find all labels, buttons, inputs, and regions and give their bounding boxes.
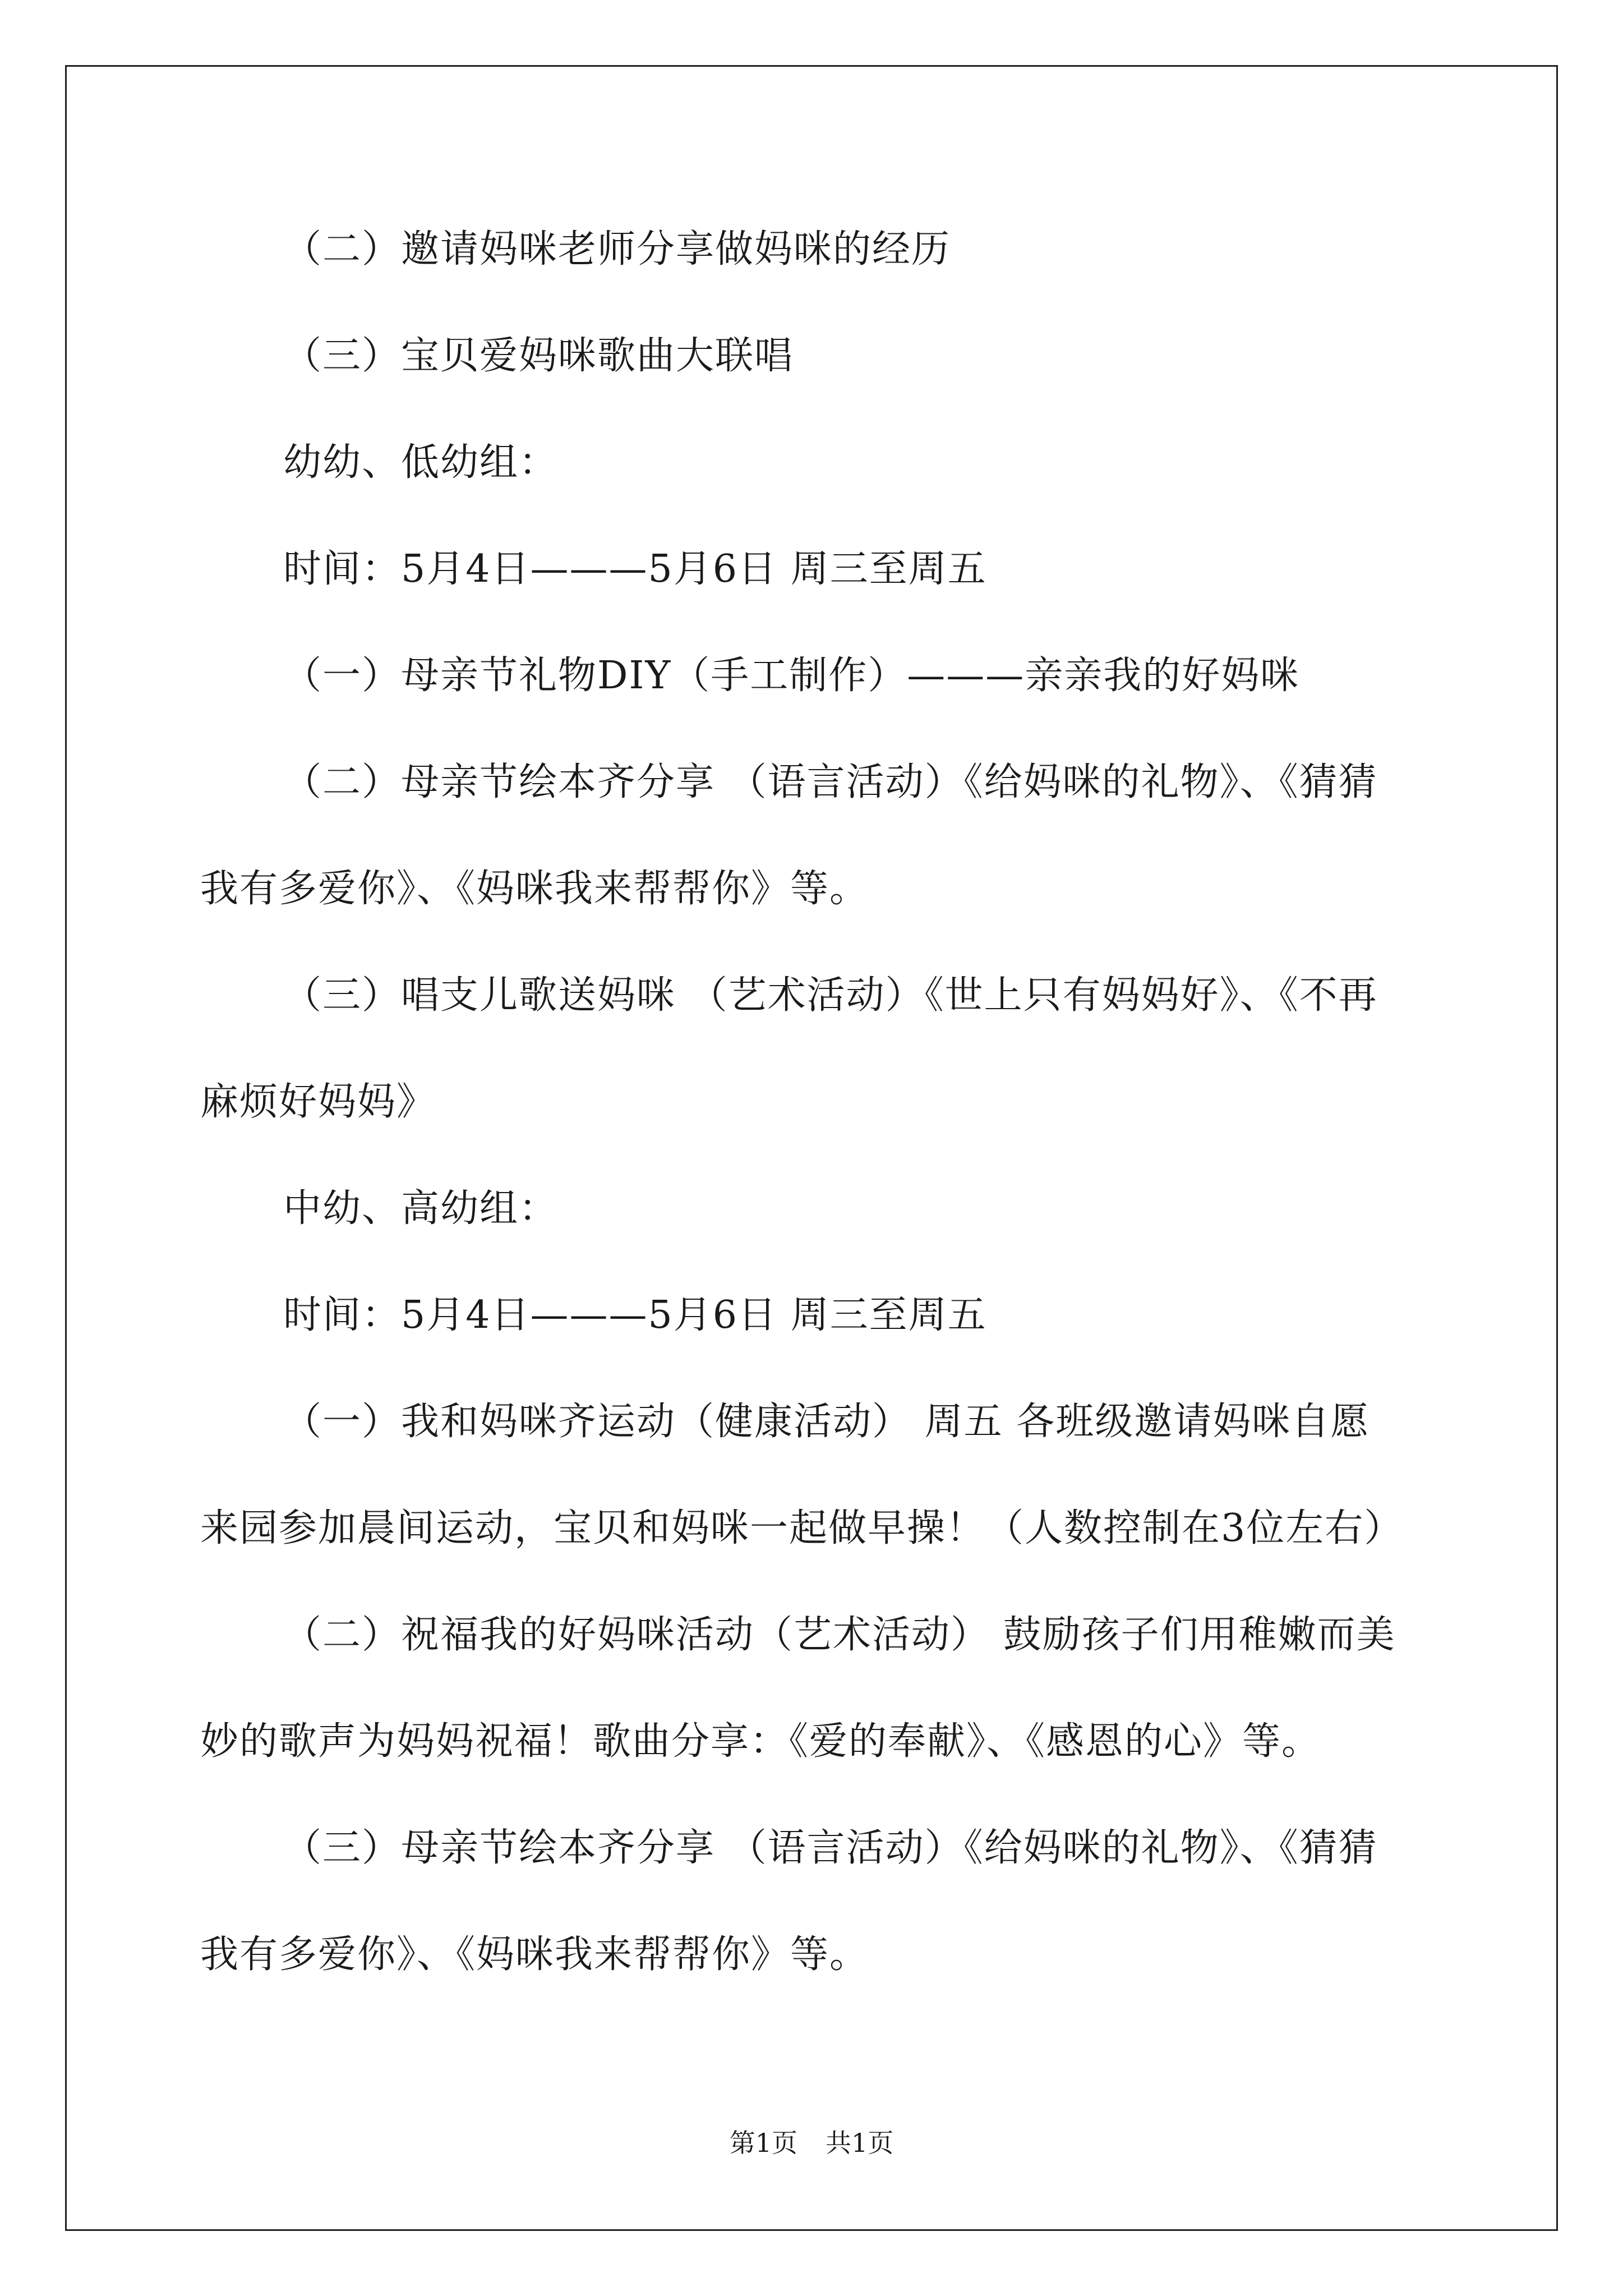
page-border [65, 65, 1558, 2231]
page-total: 共1页 [826, 2128, 894, 2158]
schedule-line: 时间：5月4日———5月6日 周三至周五 [283, 547, 987, 591]
page-footer [0, 2126, 1623, 2160]
page-number: 第1页 [729, 2128, 797, 2158]
paragraph-line: 我有多爱你》、《妈咪我来帮帮你》等。 [200, 1932, 869, 1977]
paragraph-line: （三）宝贝爱妈咪歌曲大联唱 [283, 334, 794, 378]
schedule-line: 时间：5月4日———5月6日 周三至周五 [283, 1293, 987, 1337]
paragraph-line: （二）祝福我的好妈咪活动（艺术活动） 鼓励孩子们用稚嫩而美 [283, 1613, 1396, 1657]
paragraph-line: （二）邀请妈咪老师分享做妈咪的经历 [283, 227, 951, 272]
paragraph-line: （三）母亲节绘本齐分享 （语言活动）《给妈咪的礼物》、《猜猜 [283, 1826, 1378, 1870]
paragraph-line: 妙的歌声为妈妈祝福！歌曲分享：《爱的奉献》、《感恩的心》等。 [200, 1719, 1321, 1764]
section-heading: 幼幼、低幼组： [283, 440, 559, 485]
paragraph-line: 来园参加晨间运动，宝贝和妈咪一起做早操！（人数控制在3位左右） [200, 1506, 1404, 1550]
paragraph-line: （三）唱支儿歌送妈咪 （艺术活动）《世上只有妈妈好》、《不再 [283, 973, 1378, 1018]
section-heading: 中幼、高幼组： [283, 1186, 559, 1231]
paragraph-line: 麻烦好妈妈》 [200, 1080, 436, 1124]
paragraph-line: （一）我和妈咪齐运动（健康活动） 周五 各班级邀请妈咪自愿 [283, 1400, 1370, 1444]
paragraph-line: 我有多爱你》、《妈咪我来帮帮你》等。 [200, 867, 869, 911]
paragraph-line: （一）母亲节礼物DIY（手工制作）———亲亲我的好妈咪 [283, 654, 1300, 698]
paragraph-line: （二）母亲节绘本齐分享 （语言活动）《给妈咪的礼物》、《猜猜 [283, 760, 1378, 804]
